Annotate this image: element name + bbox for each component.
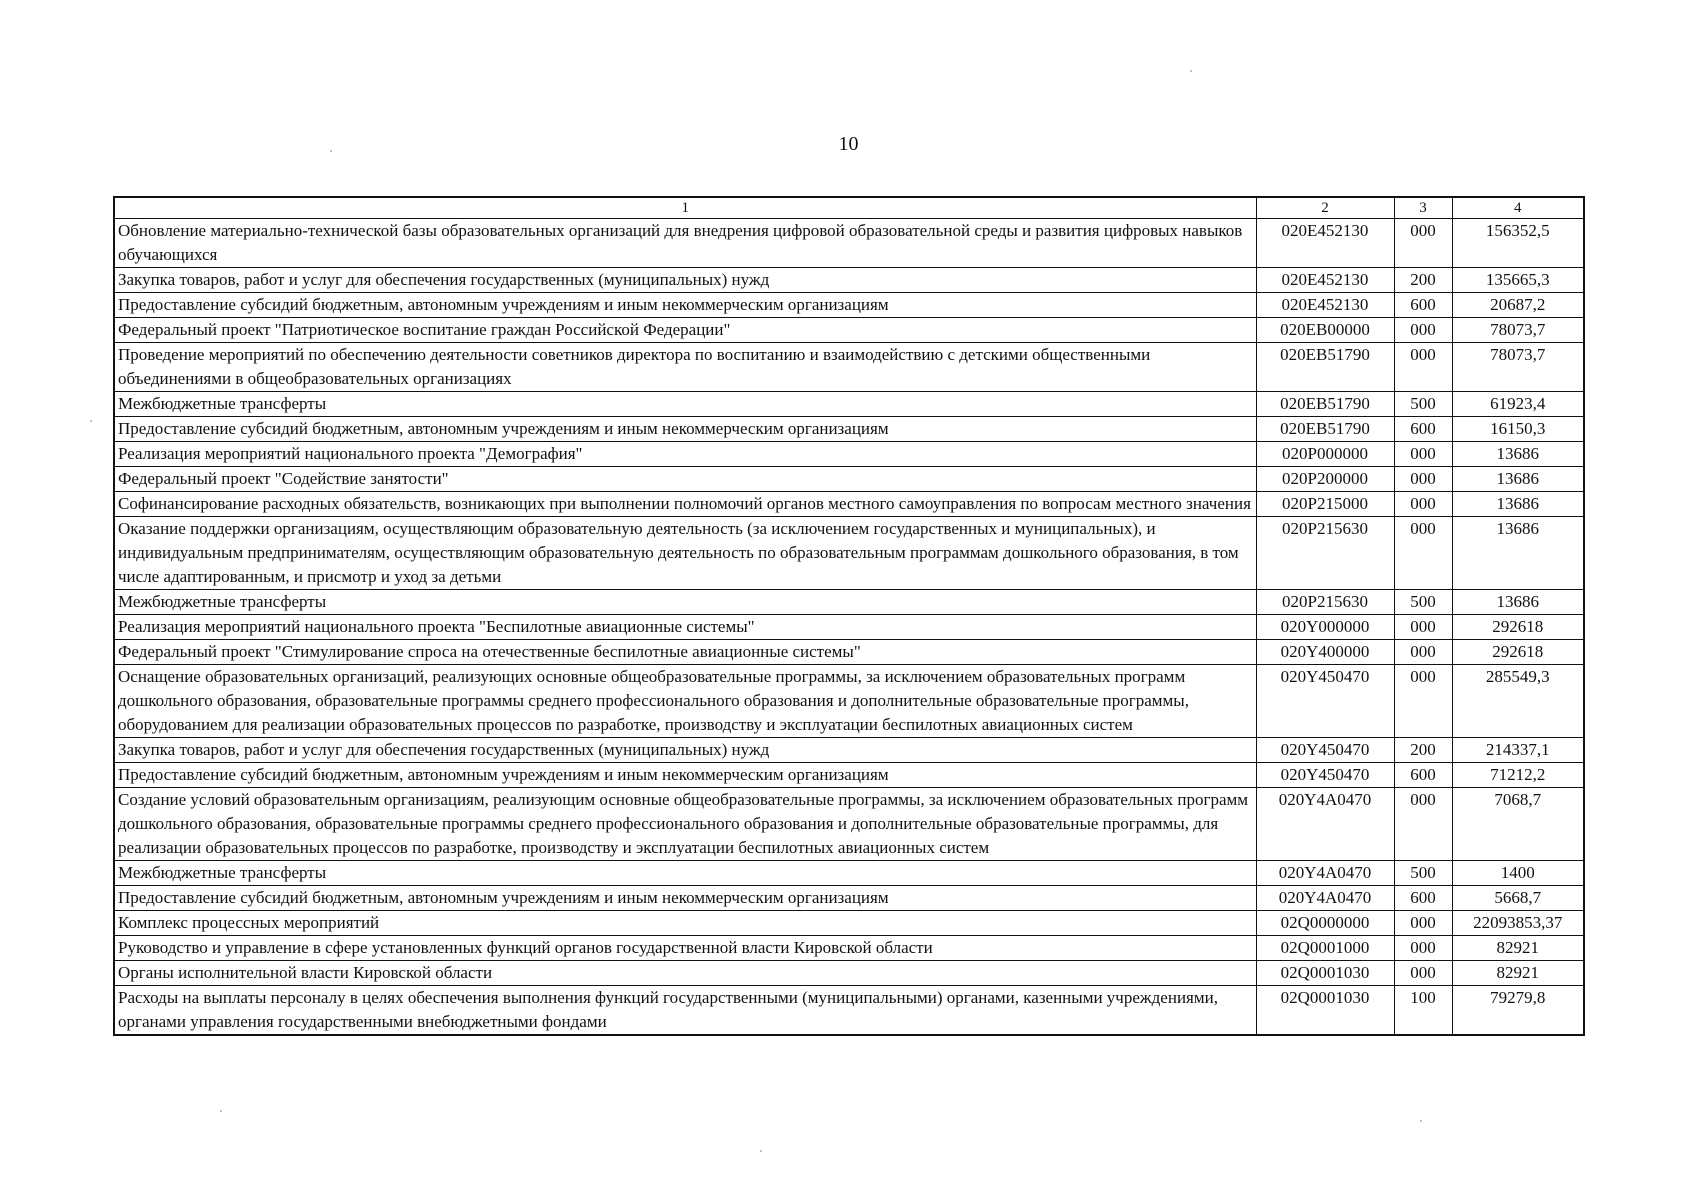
table-row <box>114 936 1584 961</box>
table-row <box>114 467 1584 492</box>
page-number: 10 <box>838 133 859 155</box>
row-code: 020Y000000 <box>1256 615 1394 640</box>
scan-speck <box>90 420 92 422</box>
row-expense-type: 000 <box>1394 442 1452 467</box>
header-col-2: 2 <box>1256 197 1394 219</box>
row-amount: 16150,3 <box>1452 417 1584 442</box>
row-amount: 1400 <box>1452 861 1584 886</box>
row-amount: 214337,1 <box>1452 738 1584 763</box>
budget-table <box>113 196 1585 1036</box>
row-amount: 82921 <box>1452 936 1584 961</box>
row-amount: 82921 <box>1452 961 1584 986</box>
row-amount: 13686 <box>1452 517 1584 590</box>
row-expense-type: 000 <box>1394 615 1452 640</box>
row-description: Федеральный проект "Стимулирование спроса на отечественные беспилотные авиационные системы" <box>114 640 1256 665</box>
row-amount: 13686 <box>1452 590 1584 615</box>
row-description: Предоставление субсидий бюджетным, автономным учреждениям и иным некоммерческим организациям <box>114 293 1256 318</box>
scan-speck <box>330 150 332 152</box>
row-code: 02Q0001030 <box>1256 961 1394 986</box>
row-description: Комплекс процессных мероприятий <box>114 911 1256 936</box>
row-expense-type: 000 <box>1394 517 1452 590</box>
scan-speck <box>1190 70 1192 72</box>
row-description: Оказание поддержки организациям, осуществляющим образовательную деятельность (за исключением государственных и муниципальных), и индивидуальным предпринимателям, осуществляющим образовательную деятельность по образовательным программам дошкольного образования, в том числе адаптированным, и присмотр и уход за детьми <box>114 517 1256 590</box>
row-code: 020P215630 <box>1256 517 1394 590</box>
row-description: Федеральный проект "Содействие занятости" <box>114 467 1256 492</box>
table-row <box>114 417 1584 442</box>
row-expense-type: 000 <box>1394 911 1452 936</box>
row-description: Руководство и управление в сфере установленных функций органов государственной власти Кировской области <box>114 936 1256 961</box>
table-row <box>114 442 1584 467</box>
row-description: Проведение мероприятий по обеспечению деятельности советников директора по воспитанию и взаимодействию с детскими общественными объединениями в общеобразовательных организациях <box>114 343 1256 392</box>
table-row <box>114 763 1584 788</box>
row-expense-type: 600 <box>1394 886 1452 911</box>
row-amount: 135665,3 <box>1452 268 1584 293</box>
row-expense-type: 200 <box>1394 738 1452 763</box>
table-row <box>114 343 1584 392</box>
row-expense-type: 600 <box>1394 417 1452 442</box>
table-row <box>114 986 1584 1036</box>
row-code: 02Q0000000 <box>1256 911 1394 936</box>
row-expense-type: 500 <box>1394 861 1452 886</box>
row-amount: 61923,4 <box>1452 392 1584 417</box>
table-row <box>114 615 1584 640</box>
row-amount: 5668,7 <box>1452 886 1584 911</box>
row-expense-type: 600 <box>1394 293 1452 318</box>
row-expense-type: 200 <box>1394 268 1452 293</box>
row-description: Реализация мероприятий национального проекта "Демография" <box>114 442 1256 467</box>
table-row <box>114 293 1584 318</box>
table-row <box>114 268 1584 293</box>
scan-speck <box>1420 1120 1422 1122</box>
table-row <box>114 318 1584 343</box>
table-row <box>114 886 1584 911</box>
header-col-4: 4 <box>1452 197 1584 219</box>
header-col-3: 3 <box>1394 197 1452 219</box>
row-code: 020Y4A0470 <box>1256 861 1394 886</box>
row-amount: 156352,5 <box>1452 219 1584 268</box>
scan-speck <box>220 1110 222 1112</box>
row-description: Предоставление субсидий бюджетным, автономным учреждениям и иным некоммерческим организациям <box>114 886 1256 911</box>
row-description: Органы исполнительной власти Кировской области <box>114 961 1256 986</box>
row-expense-type: 000 <box>1394 788 1452 861</box>
row-amount: 71212,2 <box>1452 763 1584 788</box>
row-expense-type: 000 <box>1394 961 1452 986</box>
row-amount: 292618 <box>1452 615 1584 640</box>
row-code: 020Y4A0470 <box>1256 788 1394 861</box>
row-amount: 79279,8 <box>1452 986 1584 1036</box>
table-row <box>114 392 1584 417</box>
row-code: 020Y450470 <box>1256 738 1394 763</box>
table-row <box>114 911 1584 936</box>
row-description: Софинансирование расходных обязательств, возникающих при выполнении полномочий органов местного самоуправления по вопросам местного значения <box>114 492 1256 517</box>
table-row <box>114 788 1584 861</box>
row-description: Федеральный проект "Патриотическое воспитание граждан Российской Федерации" <box>114 318 1256 343</box>
table-row <box>114 640 1584 665</box>
row-code: 020P000000 <box>1256 442 1394 467</box>
row-amount: 13686 <box>1452 492 1584 517</box>
row-code: 020P215630 <box>1256 590 1394 615</box>
row-expense-type: 100 <box>1394 986 1452 1036</box>
row-expense-type: 000 <box>1394 492 1452 517</box>
row-expense-type: 000 <box>1394 219 1452 268</box>
row-expense-type: 000 <box>1394 318 1452 343</box>
row-code: 02Q0001030 <box>1256 986 1394 1036</box>
row-description: Закупка товаров, работ и услуг для обеспечения государственных (муниципальных) нужд <box>114 268 1256 293</box>
row-code: 020EB00000 <box>1256 318 1394 343</box>
row-expense-type: 000 <box>1394 640 1452 665</box>
row-description: Обновление материально-технической базы образовательных организаций для внедрения цифровой образовательной среды и развития цифровых навыков обучающихся <box>114 219 1256 268</box>
row-amount: 7068,7 <box>1452 788 1584 861</box>
row-amount: 20687,2 <box>1452 293 1584 318</box>
row-description: Межбюджетные трансферты <box>114 392 1256 417</box>
row-description: Предоставление субсидий бюджетным, автономным учреждениям и иным некоммерческим организациям <box>114 417 1256 442</box>
row-expense-type: 000 <box>1394 936 1452 961</box>
row-amount: 13686 <box>1452 442 1584 467</box>
header-row <box>114 197 1584 219</box>
row-code: 020E452130 <box>1256 293 1394 318</box>
row-expense-type: 000 <box>1394 467 1452 492</box>
row-amount: 22093853,37 <box>1452 911 1584 936</box>
table-row <box>114 517 1584 590</box>
scan-speck <box>760 1150 762 1152</box>
header-col-1: 1 <box>114 197 1256 219</box>
row-code: 020Y450470 <box>1256 665 1394 738</box>
table-row <box>114 961 1584 986</box>
table-row <box>114 738 1584 763</box>
row-code: 020EB51790 <box>1256 392 1394 417</box>
row-description: Закупка товаров, работ и услуг для обеспечения государственных (муниципальных) нужд <box>114 738 1256 763</box>
table-row <box>114 590 1584 615</box>
row-code: 020P200000 <box>1256 467 1394 492</box>
row-description: Предоставление субсидий бюджетным, автономным учреждениям и иным некоммерческим организациям <box>114 763 1256 788</box>
table-row <box>114 861 1584 886</box>
table-row <box>114 219 1584 268</box>
row-code: 02Q0001000 <box>1256 936 1394 961</box>
row-amount: 13686 <box>1452 467 1584 492</box>
row-expense-type: 600 <box>1394 763 1452 788</box>
row-code: 020E452130 <box>1256 219 1394 268</box>
row-code: 020Y4A0470 <box>1256 886 1394 911</box>
table-body <box>114 219 1584 1036</box>
row-description: Межбюджетные трансферты <box>114 861 1256 886</box>
row-amount: 78073,7 <box>1452 318 1584 343</box>
row-expense-type: 000 <box>1394 343 1452 392</box>
row-expense-type: 500 <box>1394 590 1452 615</box>
row-expense-type: 000 <box>1394 665 1452 738</box>
row-description: Межбюджетные трансферты <box>114 590 1256 615</box>
row-description: Оснащение образовательных организаций, реализующих основные общеобразовательные программы, за исключением образовательных программ дошкольного образования, образовательные программы среднего профессионального образования и дополнительные образовательные программы, оборудованием для реализации образовательных процессов по разработке, производству и эксплуатации беспилотных авиационных систем <box>114 665 1256 738</box>
row-description: Создание условий образовательным организациям, реализующим основные общеобразовательные программы, за исключением образовательных программ дошкольного образования, образовательные программы среднего профессионального образования и дополнительные образовательные программы, для реализации образовательных процессов по разработке, производству и эксплуатации беспилотных авиационных систем <box>114 788 1256 861</box>
row-amount: 285549,3 <box>1452 665 1584 738</box>
row-code: 020EB51790 <box>1256 417 1394 442</box>
row-description: Реализация мероприятий национального проекта "Беспилотные авиационные системы" <box>114 615 1256 640</box>
row-description: Расходы на выплаты персоналу в целях обеспечения выполнения функций государственными (муниципальными) органами, казенными учреждениями, органами управления государственными внебюджетными фондами <box>114 986 1256 1036</box>
row-amount: 78073,7 <box>1452 343 1584 392</box>
row-amount: 292618 <box>1452 640 1584 665</box>
row-code: 020Y450470 <box>1256 763 1394 788</box>
table-row <box>114 665 1584 738</box>
row-code: 020Y400000 <box>1256 640 1394 665</box>
table-row <box>114 492 1584 517</box>
row-code: 020E452130 <box>1256 268 1394 293</box>
row-expense-type: 500 <box>1394 392 1452 417</box>
row-code: 020EB51790 <box>1256 343 1394 392</box>
row-code: 020P215000 <box>1256 492 1394 517</box>
